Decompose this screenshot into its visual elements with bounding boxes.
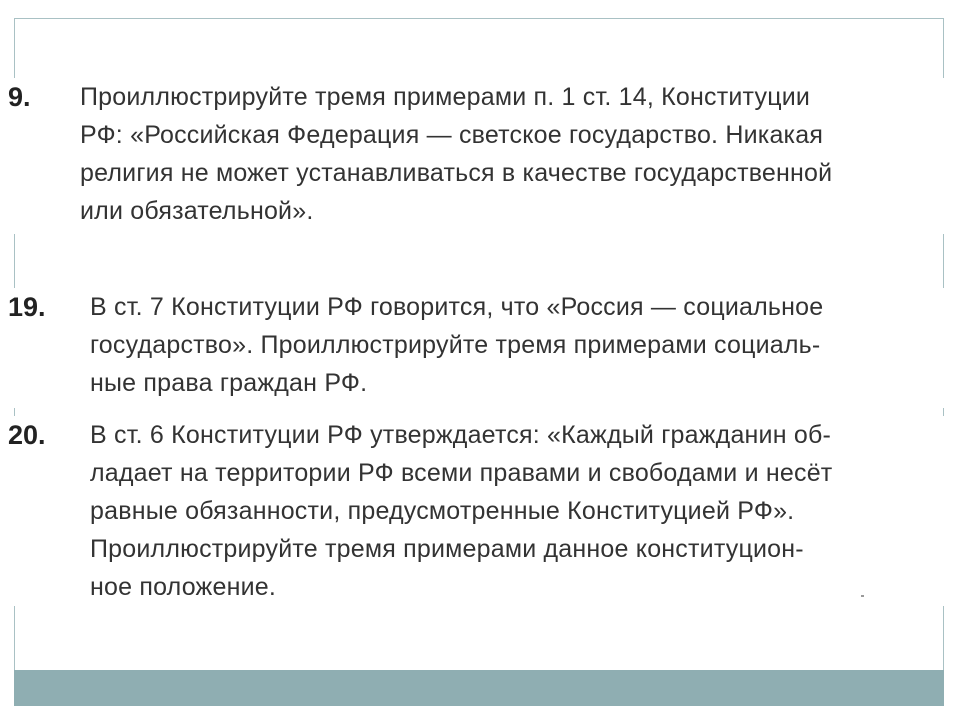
- task-line: В ст. 7 Конституции РФ говорится, что «Россия — социальное: [90, 293, 824, 321]
- task-number: 20.: [8, 420, 46, 450]
- task-20: [8, 416, 953, 606]
- task-19: [8, 288, 953, 408]
- task-line: Проиллюстрируйте тремя примерами п. 1 ст. 14, Конституции: [80, 83, 811, 111]
- scan-speck: [861, 595, 864, 597]
- task-line: ные права граждан РФ.: [90, 369, 368, 397]
- task-line: государство». Проиллюстрируйте тремя примерами социаль-: [90, 331, 821, 359]
- task-line: Проиллюстрируйте тремя примерами данное конституцион-: [90, 535, 804, 563]
- task-number: 9.: [8, 82, 31, 112]
- task-line: РФ: «Российская Федерация — светское государство. Никакая: [80, 121, 824, 149]
- task-line: или обязательной».: [80, 197, 314, 225]
- task-number: 19.: [8, 292, 46, 322]
- task-9: [8, 78, 953, 234]
- slide-bottom-band: [14, 670, 944, 706]
- task-line: В ст. 6 Конституции РФ утверждается: «Каждый гражданин об-: [90, 421, 832, 449]
- task-line: религия не может устанавливаться в качестве государственной: [80, 159, 833, 187]
- task-text: [80, 78, 950, 230]
- task-line: равные обязанности, предусмотренные Конституцией РФ».: [90, 497, 795, 525]
- task-line: ладает на территории РФ всеми правами и свободами и несёт: [90, 459, 833, 487]
- task-text: [90, 416, 958, 606]
- task-text: [90, 288, 958, 402]
- task-line: ное положение.: [90, 573, 276, 601]
- slide-frame-top: [14, 18, 944, 19]
